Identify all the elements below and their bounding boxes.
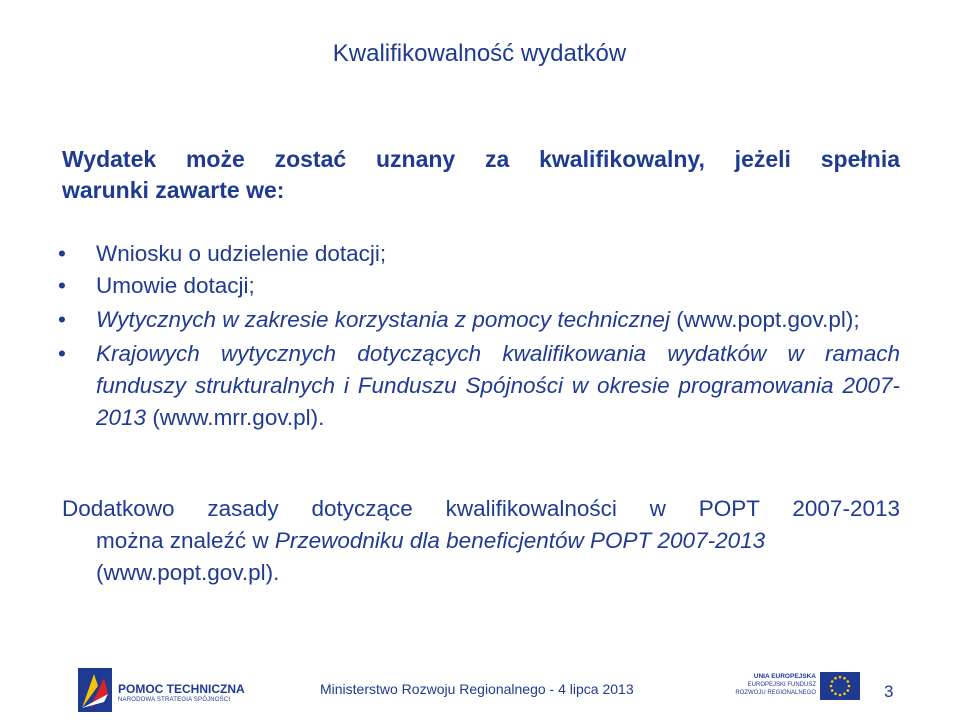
list-item (58, 238, 900, 270)
list-item-url: (www.mrr.gov.pl). (146, 405, 325, 430)
lead-line-2: warunki zawarte we: (62, 177, 285, 203)
additional-info-line-2 (62, 525, 900, 557)
additional-info (62, 493, 900, 589)
list-item-text: Wniosku o udzielenie dotacji; (96, 241, 387, 266)
lead-paragraph (62, 144, 900, 206)
logo-subtitle: NARODOWA STRATEGIA SPÓJNOŚCI (118, 697, 231, 703)
pomoc-techniczna-mark-icon (78, 668, 112, 712)
additional-info-text: można znaleźć w (96, 528, 275, 553)
additional-info-line-3: (www.popt.gov.pl). (96, 560, 280, 585)
list-item (58, 338, 900, 434)
bullet-icon: • (58, 307, 66, 332)
list-item (58, 270, 900, 302)
guide-title: Przewodniku dla beneficjentów POPT 2007-2013 (274, 528, 766, 553)
requirements-list (58, 238, 900, 434)
eu-line-3: ROZWOJU REGIONALNEGO (735, 690, 816, 696)
logo-name: POMOC TECHNICZNA (118, 682, 245, 696)
list-item (58, 304, 900, 336)
list-item-italic: Krajowych wytycznych dotyczących kwalifikowania wydatków w ramach funduszy strukturalnych i Funduszu Spójności w okresie programowania 2007-2013 (96, 341, 900, 430)
list-item-italic: Wytycznych w zakresie korzystania z pomocy technicznej (96, 307, 670, 332)
eu-logo (735, 670, 860, 712)
lead-line-1: Wydatek może zostać uznany za kwalifikowalny, jeżeli spełnia (62, 146, 900, 172)
list-item-url: (www.popt.gov.pl); (669, 307, 860, 332)
slide-title: Kwalifikowalność wydatków (332, 40, 627, 67)
pomoc-techniczna-logo (78, 668, 245, 712)
additional-info-line-1: Dodatkowo zasady dotyczące kwalifikowalności w POPT 2007-2013 (62, 496, 900, 521)
eu-line-1: UNIA EUROPEJSKA (753, 673, 816, 680)
page-number: 3 (884, 682, 894, 701)
bullet-icon: • (58, 273, 66, 298)
list-item-text: Umowie dotacji; (96, 273, 255, 298)
bullet-icon: • (58, 341, 66, 366)
eu-line-2: EUROPEJSKI FUNDUSZ (747, 682, 816, 688)
footer-text: Ministerstwo Rozwoju Regionalnego - 4 lipca 2013 (320, 681, 634, 697)
eu-flag-icon (820, 672, 860, 700)
bullet-icon: • (58, 241, 66, 266)
